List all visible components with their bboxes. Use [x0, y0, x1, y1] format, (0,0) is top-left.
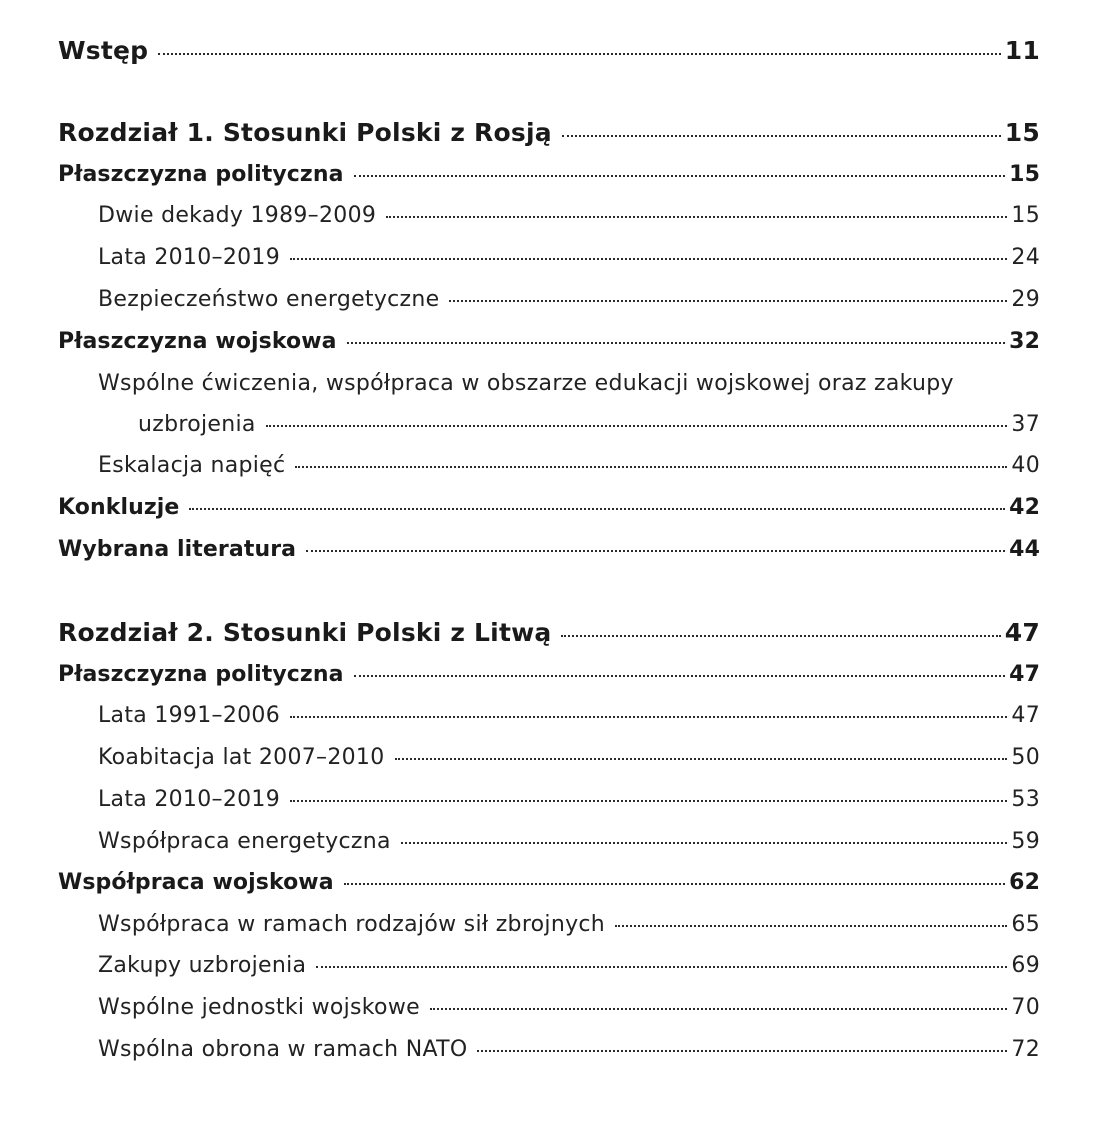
toc-subsection: [98, 912, 1040, 937]
dot-leader: [477, 1050, 1007, 1052]
toc-subsection-title-line1: Wspólne ćwiczenia, współpraca w obszarze edukacji wojskowej oraz zakupy: [98, 371, 954, 396]
dot-leader: [354, 175, 1006, 177]
dot-leader: [295, 466, 1007, 468]
toc-section-title: Wybrana literatura: [58, 537, 297, 562]
toc-subsection: [98, 245, 1040, 270]
dot-leader: [306, 550, 1005, 552]
toc-subsection-title: Lata 2010–2019: [98, 787, 281, 812]
toc-subsection-title: Współpraca w ramach rodzajów sił zbrojnych: [98, 912, 606, 937]
toc-section: [58, 495, 1040, 520]
toc-entry-page: 15: [1004, 118, 1040, 147]
toc-subsection-title: Koabitacja lat 2007–2010: [98, 745, 385, 770]
toc-entry-page: 44: [1009, 537, 1040, 562]
toc-chapter-2: [58, 618, 1040, 647]
toc-entry-intro: [58, 36, 1040, 65]
toc-section-title: Współpraca wojskowa: [58, 870, 334, 895]
dot-leader: [266, 425, 1008, 427]
toc-subsection-title: Dwie dekady 1989–2009: [98, 203, 377, 228]
dot-leader: [290, 800, 1007, 802]
dot-leader: [316, 966, 1007, 968]
toc-subsection-title: Zakupy uzbrojenia: [98, 953, 307, 978]
dot-leader: [395, 758, 1008, 760]
toc-entry-page: 32: [1009, 329, 1040, 354]
toc-subsection: [98, 203, 1040, 228]
dot-leader: [430, 1008, 1007, 1010]
toc-subsection: [98, 1037, 1040, 1062]
toc-subsection-title: Współpraca energetyczna: [98, 829, 391, 854]
dot-leader: [562, 135, 1001, 137]
dot-leader: [290, 716, 1007, 718]
toc-entry-page: 47: [1009, 662, 1040, 687]
toc-entry-page: 70: [1011, 995, 1040, 1020]
dot-leader: [189, 508, 1005, 510]
dot-leader: [386, 216, 1007, 218]
toc-entry-page: 15: [1009, 162, 1040, 187]
toc-section: [58, 537, 1040, 562]
toc-chapter-title: Rozdział 2. Stosunki Polski z Litwą: [58, 618, 552, 647]
toc-subsection: [98, 787, 1040, 812]
toc-subsection-title-line2: uzbrojenia: [138, 412, 256, 437]
toc-section-title: Płaszczyzna polityczna: [58, 162, 344, 187]
toc-section: [58, 662, 1040, 687]
toc-section: [58, 870, 1040, 895]
toc-subsection: [98, 953, 1040, 978]
toc-subsection-continued: [138, 412, 1040, 437]
toc-entry-page: 53: [1011, 787, 1040, 812]
toc-section: [58, 162, 1040, 187]
toc-subsection-title: Lata 2010–2019: [98, 245, 281, 270]
toc-entry-page: 40: [1011, 453, 1040, 478]
toc-entry-page: 72: [1011, 1037, 1040, 1062]
toc-subsection: [98, 995, 1040, 1020]
dot-leader: [347, 342, 1006, 344]
toc-entry-page: 62: [1009, 870, 1040, 895]
dot-leader: [344, 883, 1005, 885]
toc-entry-page: 50: [1011, 745, 1040, 770]
toc-section-title: Płaszczyzna polityczna: [58, 662, 344, 687]
toc-entry-title: Wstęp: [58, 36, 149, 65]
dot-leader: [561, 635, 1000, 637]
toc-entry-page: 47: [1004, 618, 1040, 647]
toc-subsection: [98, 287, 1040, 312]
dot-leader: [615, 925, 1007, 927]
toc-subsection-title: Eskalacja napięć: [98, 453, 286, 478]
toc-subsection: [98, 703, 1040, 728]
toc-chapter-1: [58, 118, 1040, 147]
toc-subsection: [98, 745, 1040, 770]
toc-entry-page: 42: [1009, 495, 1040, 520]
toc-subsection-title: Bezpieczeństwo energetyczne: [98, 287, 440, 312]
toc-subsection: [98, 453, 1040, 478]
toc-section-title: Płaszczyzna wojskowa: [58, 329, 337, 354]
toc-subsection-title: Lata 1991–2006: [98, 703, 281, 728]
toc-subsection-title: Wspólne jednostki wojskowe: [98, 995, 420, 1020]
dot-leader: [449, 300, 1007, 302]
toc-section-title: Konkluzje: [58, 495, 180, 520]
toc-entry-page: 11: [1004, 36, 1040, 65]
toc-entry-page: 65: [1011, 912, 1040, 937]
toc-entry-page: 37: [1011, 412, 1040, 437]
toc-subsection: [98, 829, 1040, 854]
toc-entry-page: 29: [1011, 287, 1040, 312]
toc-entry-page: 24: [1011, 245, 1040, 270]
dot-leader: [354, 675, 1006, 677]
dot-leader: [158, 53, 1001, 55]
toc-entry-page: 47: [1011, 703, 1040, 728]
toc-entry-page: 69: [1011, 953, 1040, 978]
toc-subsection-title: Wspólna obrona w ramach NATO: [98, 1037, 468, 1062]
dot-leader: [401, 842, 1008, 844]
toc-section: [58, 329, 1040, 354]
toc-entry-page: 15: [1011, 203, 1040, 228]
toc-entry-page: 59: [1011, 829, 1040, 854]
dot-leader: [290, 258, 1007, 260]
toc-chapter-title: Rozdział 1. Stosunki Polski z Rosją: [58, 118, 552, 147]
